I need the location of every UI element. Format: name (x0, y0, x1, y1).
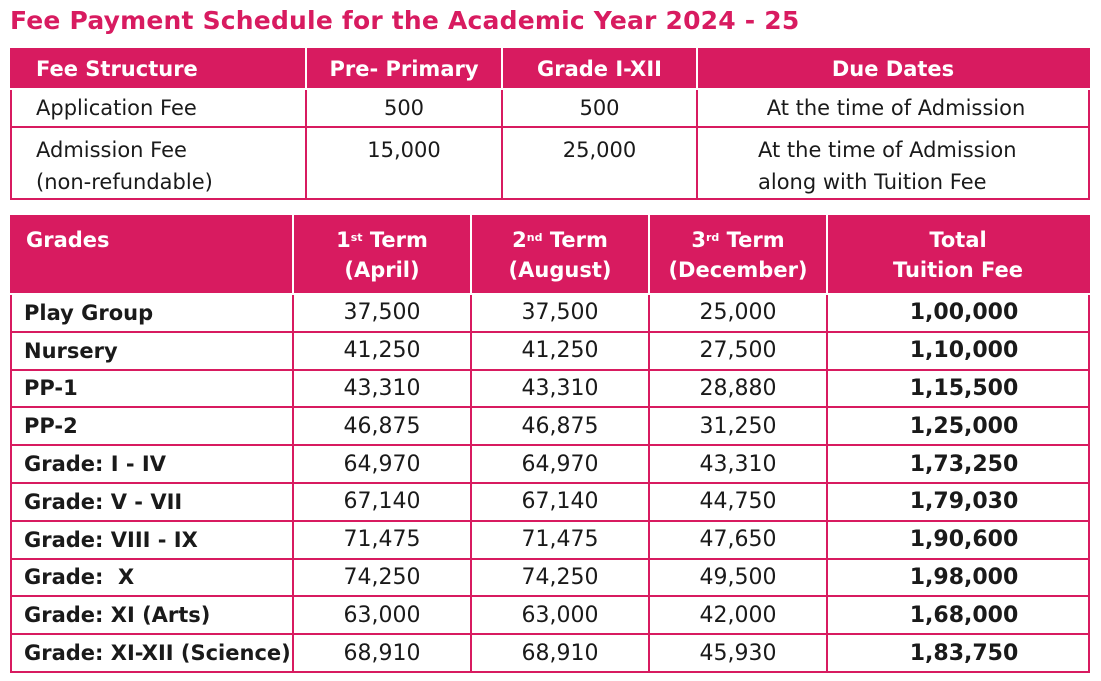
fee-name-cell (11, 127, 306, 199)
term1-amount: 71,475 (293, 521, 471, 559)
term2-amount: 74,250 (471, 559, 649, 597)
fee-name-note: (non-refundable) (36, 170, 213, 194)
term1-amount: 37,500 (293, 294, 471, 332)
fee-name: Admission Fee (36, 138, 187, 162)
fee-name: Application Fee (36, 96, 197, 120)
grade-i-xii-header: Grade I-XII (502, 49, 697, 89)
table-row (11, 445, 1089, 483)
term2-amount: 68,910 (471, 634, 649, 672)
fee-structure-table (10, 48, 1090, 200)
grade-amount: 500 (502, 89, 697, 127)
table-row (11, 89, 1089, 127)
term1-suffix: st (350, 231, 363, 244)
due-date-cell (697, 127, 1089, 199)
grade-name: PP-2 (11, 407, 293, 445)
term1-word: Term (369, 228, 428, 252)
term3-amount: 42,000 (649, 596, 827, 634)
term2-amount: 46,875 (471, 407, 649, 445)
term1-amount: 43,310 (293, 370, 471, 408)
term2-amount: 37,500 (471, 294, 649, 332)
term1-amount: 67,140 (293, 483, 471, 521)
grades-header: Grades (11, 216, 293, 294)
grade-name: Grade: X (11, 559, 293, 597)
pre-primary-amount: 15,000 (306, 127, 502, 199)
term2-amount: 63,000 (471, 596, 649, 634)
term1-month: (April) (344, 258, 420, 282)
total-amount: 1,90,600 (827, 521, 1089, 559)
tuition-fee-table (10, 215, 1090, 673)
total-amount: 1,73,250 (827, 445, 1089, 483)
grade-name: PP-1 (11, 370, 293, 408)
term3-word: Term (726, 228, 785, 252)
total-amount: 1,83,750 (827, 634, 1089, 672)
grade-name: Grade: VIII - IX (11, 521, 293, 559)
term3-header (649, 216, 827, 294)
term1-header (293, 216, 471, 294)
table-row (11, 332, 1089, 370)
due-date-note: along with Tuition Fee (758, 170, 987, 194)
term2-amount: 43,310 (471, 370, 649, 408)
term2-month: (August) (508, 258, 612, 282)
total-label: Total (929, 228, 987, 252)
pre-primary-header: Pre- Primary (306, 49, 502, 89)
grade-name: Grade: XI-XII (Science) (11, 634, 293, 672)
pre-primary-amount: 500 (306, 89, 502, 127)
term3-amount: 25,000 (649, 294, 827, 332)
total-amount: 1,98,000 (827, 559, 1089, 597)
page-title: Fee Payment Schedule for the Academic Year 2024 - 25 (10, 6, 800, 35)
term2-amount: 41,250 (471, 332, 649, 370)
due-date: At the time of Admission (758, 138, 1017, 162)
total-tuition-header (827, 216, 1089, 294)
term3-amount: 43,310 (649, 445, 827, 483)
table-row (11, 294, 1089, 332)
total-amount: 1,79,030 (827, 483, 1089, 521)
term1-amount: 46,875 (293, 407, 471, 445)
total-amount: 1,00,000 (827, 294, 1089, 332)
total-amount: 1,25,000 (827, 407, 1089, 445)
term2-amount: 67,140 (471, 483, 649, 521)
due-dates-header: Due Dates (697, 49, 1089, 89)
term3-amount: 28,880 (649, 370, 827, 408)
due-date: At the time of Admission (766, 96, 1026, 120)
term2-amount: 71,475 (471, 521, 649, 559)
term3-amount: 47,650 (649, 521, 827, 559)
grade-amount: 25,000 (502, 127, 697, 199)
table-row (11, 559, 1089, 597)
total-amount: 1,10,000 (827, 332, 1089, 370)
term2-number: 2 (512, 228, 527, 252)
term2-word: Term (549, 228, 608, 252)
term1-number: 1 (336, 228, 351, 252)
total-amount: 1,68,000 (827, 596, 1089, 634)
term3-amount: 49,500 (649, 559, 827, 597)
tuition-fee-label: Tuition Fee (892, 258, 1024, 282)
term1-amount: 68,910 (293, 634, 471, 672)
fee-structure-header: Fee Structure (11, 49, 306, 89)
term1-amount: 74,250 (293, 559, 471, 597)
fee-structure-header-row (11, 49, 1089, 89)
fee-name-cell (11, 89, 306, 127)
term3-suffix: rd (705, 231, 720, 244)
term3-month: (December) (668, 258, 808, 282)
term3-amount: 44,750 (649, 483, 827, 521)
grade-name: Grade: I - IV (11, 445, 293, 483)
grade-name: Grade: XI (Arts) (11, 596, 293, 634)
table-row (11, 521, 1089, 559)
term2-header (471, 216, 649, 294)
term1-amount: 41,250 (293, 332, 471, 370)
term1-amount: 63,000 (293, 596, 471, 634)
grade-name: Play Group (11, 294, 293, 332)
term3-number: 3 (691, 228, 706, 252)
tuition-header-row (11, 216, 1089, 294)
term3-amount: 27,500 (649, 332, 827, 370)
table-row (11, 634, 1089, 672)
table-row (11, 127, 1089, 199)
table-row (11, 596, 1089, 634)
table-row (11, 370, 1089, 408)
term3-amount: 31,250 (649, 407, 827, 445)
total-amount: 1,15,500 (827, 370, 1089, 408)
grade-name: Nursery (11, 332, 293, 370)
table-row (11, 483, 1089, 521)
term2-amount: 64,970 (471, 445, 649, 483)
due-date-cell (697, 89, 1089, 127)
term1-amount: 64,970 (293, 445, 471, 483)
grade-name: Grade: V - VII (11, 483, 293, 521)
term3-amount: 45,930 (649, 634, 827, 672)
term2-suffix: nd (526, 231, 543, 244)
table-row (11, 407, 1089, 445)
